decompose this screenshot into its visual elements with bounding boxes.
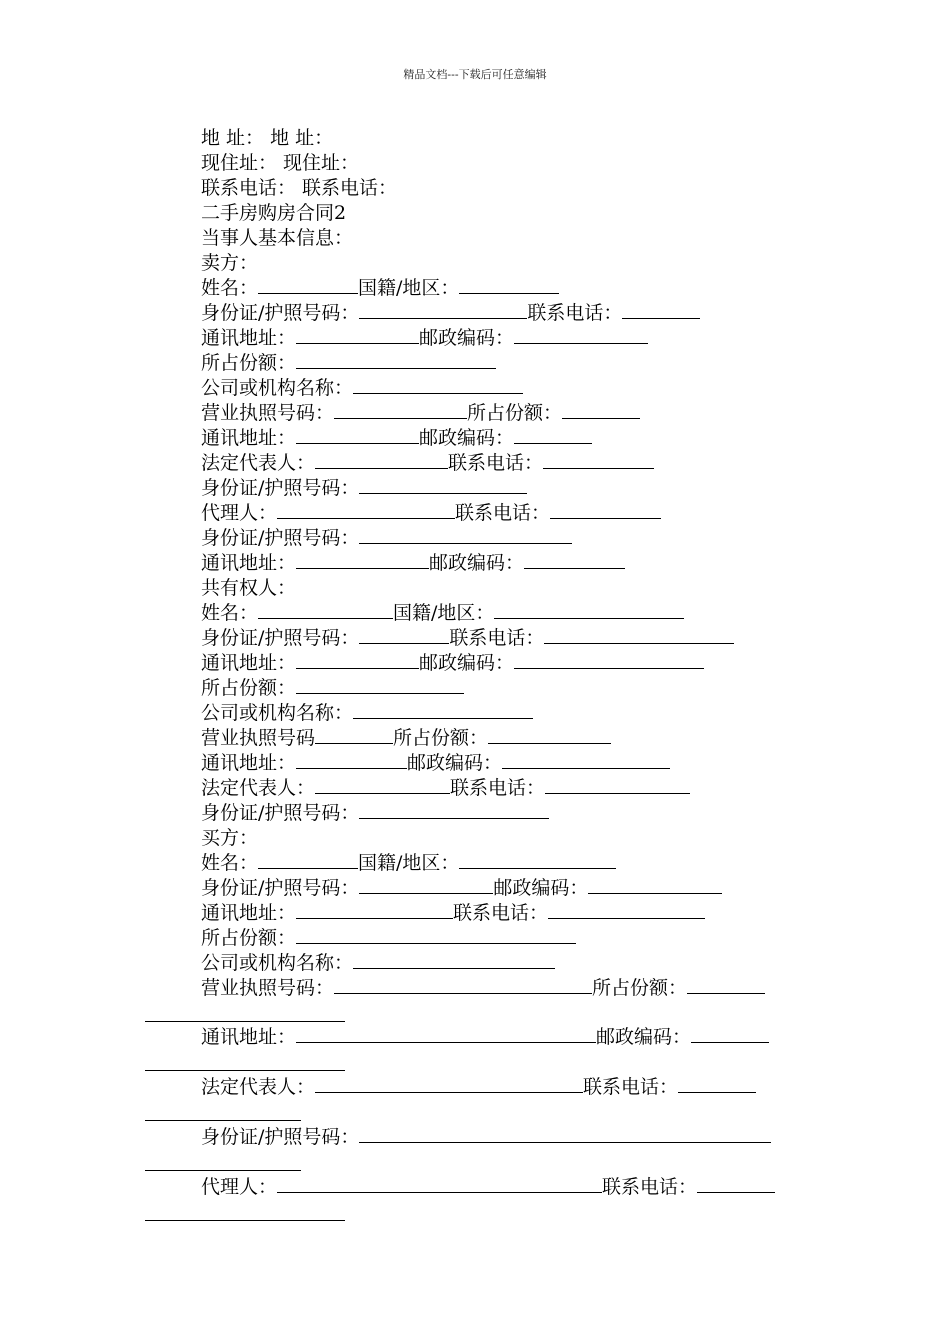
fill-in-blank[interactable] [258, 851, 358, 869]
field-label: 所占份额： [201, 927, 297, 949]
fill-in-blank[interactable] [258, 276, 358, 294]
fill-in-blank[interactable] [524, 551, 625, 569]
form-line [201, 951, 555, 975]
fill-in-blank[interactable] [296, 676, 464, 694]
form-line [201, 1075, 756, 1099]
field-label: 当事人基本信息： [201, 227, 354, 249]
field-label: 法定代表人： [201, 452, 316, 474]
fill-in-blank[interactable] [514, 426, 592, 444]
form-line [201, 251, 258, 275]
form-line [201, 576, 296, 600]
fill-in-blank[interactable] [359, 476, 527, 494]
fill-in-blank[interactable] [562, 401, 640, 419]
form-line [201, 926, 576, 950]
field-label: 共有权人： [201, 577, 297, 599]
fill-in-blank-continued[interactable] [145, 1220, 345, 1221]
fill-in-blank-continued[interactable] [145, 1170, 301, 1171]
field-label: 公司或机构名称： [201, 377, 354, 399]
field-label: 通讯地址： [201, 752, 297, 774]
fill-in-blank[interactable] [588, 876, 722, 894]
form-line [201, 551, 625, 575]
fill-in-blank[interactable] [359, 876, 493, 894]
fill-in-blank[interactable] [544, 626, 734, 644]
fill-in-blank[interactable] [678, 1075, 756, 1093]
fill-in-blank[interactable] [359, 301, 527, 319]
fill-in-blank[interactable] [296, 326, 419, 344]
field-label: 所占份额： [467, 402, 563, 424]
fill-in-blank[interactable] [296, 426, 419, 444]
field-label: 二手房购房合同2 [201, 202, 347, 224]
form-line [201, 826, 258, 850]
field-label: 通讯地址： [201, 1026, 297, 1048]
fill-in-blank[interactable] [315, 451, 448, 469]
field-label: 所占份额： [201, 352, 297, 374]
fill-in-blank[interactable] [359, 801, 549, 819]
field-label: 邮政编码： [419, 427, 515, 449]
form-line [201, 176, 397, 200]
field-label: 姓名： [201, 852, 259, 874]
fill-in-blank[interactable] [296, 1025, 596, 1043]
fill-in-blank[interactable] [258, 601, 393, 619]
fill-in-blank[interactable] [691, 1025, 769, 1043]
field-label: 身份证/护照号码： [201, 802, 360, 824]
field-label: 代理人： [201, 1176, 278, 1198]
fill-in-blank[interactable] [514, 326, 648, 344]
field-label: 联系电话： [448, 452, 544, 474]
fill-in-blank-continued[interactable] [145, 1070, 345, 1071]
field-label: 身份证/护照号码： [201, 302, 360, 324]
form-line [201, 626, 734, 650]
field-label: 买方： [201, 827, 259, 849]
field-label: 所占份额： [393, 727, 489, 749]
field-label: 身份证/护照号码： [201, 527, 360, 549]
fill-in-blank[interactable] [353, 701, 533, 719]
form-line [201, 651, 704, 675]
field-label: 营业执照号码： [201, 977, 335, 999]
field-label: 姓名： [201, 602, 259, 624]
field-label: 联系电话： [527, 302, 623, 324]
fill-in-blank[interactable] [488, 726, 611, 744]
fill-in-blank[interactable] [353, 376, 523, 394]
form-line [201, 301, 700, 325]
form-line [201, 126, 333, 150]
fill-in-blank[interactable] [296, 551, 429, 569]
fill-in-blank[interactable] [543, 451, 654, 469]
field-label: 身份证/护照号码： [201, 477, 360, 499]
fill-in-blank[interactable] [296, 351, 496, 369]
form-line [201, 401, 640, 425]
field-label: 现住址： 现住址： [201, 152, 360, 174]
field-label: 联系电话： [455, 502, 551, 524]
form-line [201, 751, 670, 775]
field-label: 联系电话： [450, 777, 546, 799]
form-line [201, 376, 523, 400]
field-label: 国籍/地区： [393, 602, 495, 624]
fill-in-blank[interactable] [514, 651, 704, 669]
field-label: 国籍/地区： [358, 277, 460, 299]
field-label: 营业执照号码 [201, 727, 316, 749]
form-line [201, 876, 722, 900]
form-line [201, 976, 765, 1000]
form-line [201, 1125, 771, 1149]
form-line [201, 901, 705, 925]
field-label: 通讯地址： [201, 652, 297, 674]
fill-in-blank[interactable] [296, 901, 453, 919]
field-label: 国籍/地区： [358, 852, 460, 874]
field-label: 所占份额： [201, 677, 297, 699]
field-label: 联系电话： [453, 902, 549, 924]
form-line [201, 476, 527, 500]
form-line [201, 1175, 775, 1199]
fill-in-blank[interactable] [359, 526, 572, 544]
form-line [201, 776, 690, 800]
field-label: 通讯地址： [201, 427, 297, 449]
field-label: 身份证/护照号码： [201, 627, 360, 649]
form-line [201, 151, 359, 175]
field-label: 身份证/护照号码： [201, 1126, 360, 1148]
form-line [201, 601, 684, 625]
field-label: 法定代表人： [201, 777, 316, 799]
fill-in-blank-continued[interactable] [145, 1021, 345, 1022]
fill-in-blank[interactable] [550, 501, 661, 519]
field-label: 通讯地址： [201, 327, 297, 349]
field-label: 邮政编码： [419, 327, 515, 349]
field-label: 营业执照号码： [201, 402, 335, 424]
fill-in-blank[interactable] [687, 976, 765, 994]
form-line [201, 801, 549, 825]
fill-in-blank[interactable] [277, 1175, 602, 1193]
fill-in-blank[interactable] [459, 276, 559, 294]
field-label: 通讯地址： [201, 552, 297, 574]
form-line [201, 451, 654, 475]
fill-in-blank[interactable] [622, 301, 700, 319]
field-label: 邮政编码： [596, 1026, 692, 1048]
field-label: 卖方： [201, 252, 259, 274]
field-label: 邮政编码： [407, 752, 503, 774]
form-line [201, 276, 559, 300]
field-label: 姓名： [201, 277, 259, 299]
fill-in-blank-continued[interactable] [145, 1120, 301, 1121]
field-label: 联系电话： 联系电话： [201, 177, 398, 199]
fill-in-blank[interactable] [359, 626, 449, 644]
form-line [201, 201, 346, 225]
field-label: 邮政编码： [419, 652, 515, 674]
fill-in-blank[interactable] [296, 751, 407, 769]
form-line [201, 501, 661, 525]
fill-in-blank[interactable] [315, 726, 393, 744]
field-label: 通讯地址： [201, 902, 297, 924]
form-line [201, 1025, 769, 1049]
field-label: 邮政编码： [493, 877, 589, 899]
field-label: 联系电话： [602, 1176, 698, 1198]
fill-in-blank[interactable] [315, 1075, 583, 1093]
fill-in-blank[interactable] [315, 776, 450, 794]
field-label: 身份证/护照号码： [201, 877, 360, 899]
fill-in-blank[interactable] [697, 1175, 775, 1193]
fill-in-blank[interactable] [494, 601, 684, 619]
field-label: 邮政编码： [429, 552, 525, 574]
form-line [201, 226, 353, 250]
fill-in-blank[interactable] [334, 401, 467, 419]
field-label: 地 址： 地 址： [201, 127, 334, 149]
form-line [201, 351, 496, 375]
fill-in-blank[interactable] [359, 1125, 771, 1143]
fill-in-blank[interactable] [459, 851, 616, 869]
field-label: 公司或机构名称： [201, 952, 354, 974]
fill-in-blank[interactable] [545, 776, 690, 794]
fill-in-blank[interactable] [296, 651, 419, 669]
form-line [201, 851, 616, 875]
fill-in-blank[interactable] [277, 501, 455, 519]
form-line [201, 326, 648, 350]
fill-in-blank[interactable] [353, 951, 555, 969]
field-label: 法定代表人： [201, 1076, 316, 1098]
form-line [201, 726, 611, 750]
form-line [201, 676, 464, 700]
fill-in-blank[interactable] [502, 751, 670, 769]
field-label: 所占份额： [592, 977, 688, 999]
field-label: 代理人： [201, 502, 278, 524]
page-header: 精品文档---下载后可任意编辑 [403, 68, 547, 81]
fill-in-blank[interactable] [548, 901, 705, 919]
field-label: 联系电话： [449, 627, 545, 649]
fill-in-blank[interactable] [296, 926, 576, 944]
form-line [201, 426, 592, 450]
field-label: 联系电话： [583, 1076, 679, 1098]
form-line [201, 526, 572, 550]
form-line [201, 701, 533, 725]
field-label: 公司或机构名称： [201, 702, 354, 724]
fill-in-blank[interactable] [334, 976, 592, 994]
